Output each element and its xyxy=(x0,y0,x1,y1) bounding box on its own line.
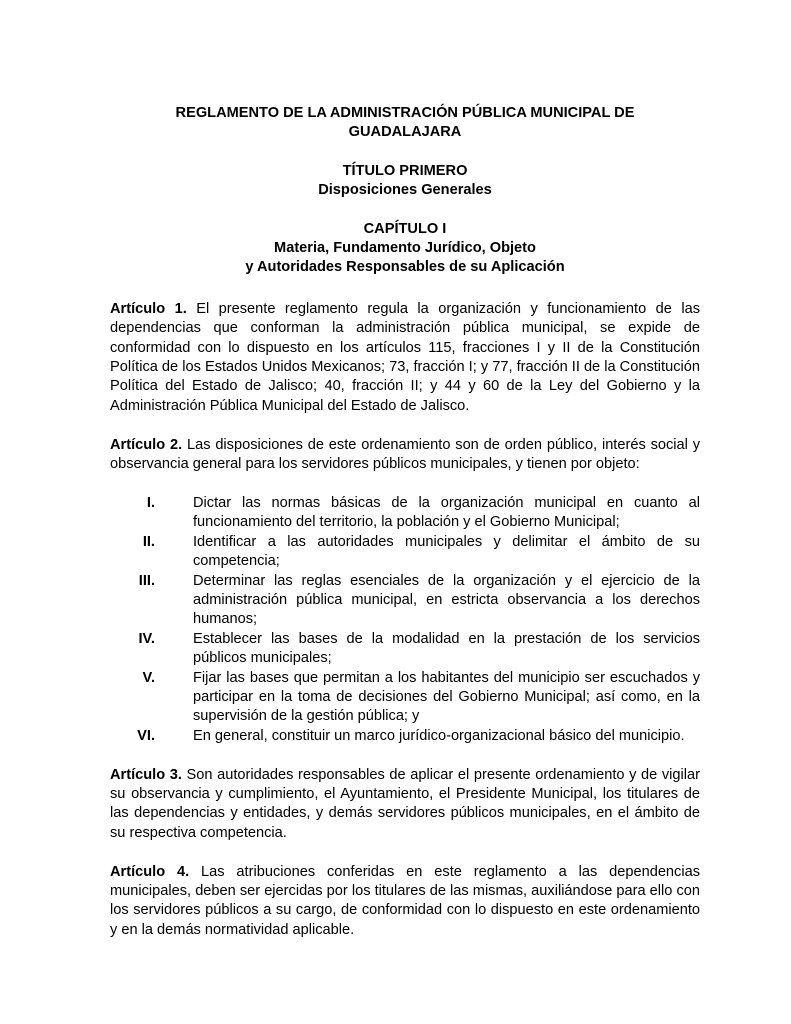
article-1-paragraph xyxy=(110,300,700,416)
article-2-text: Las disposiciones de este ordenamiento son de orden público, interés social y observancia general para los servidores públicos municipales, y tienen por objeto: xyxy=(110,436,701,473)
document-body xyxy=(110,104,700,940)
fraction-numeral: II. xyxy=(142,533,155,550)
fraction-text: Establecer las bases de la modalidad en la prestación de los servicios públicos municipales; xyxy=(193,630,700,667)
list-item xyxy=(110,494,700,533)
fraction-numeral: VI. xyxy=(137,727,155,744)
article-4-label: Artículo 4. xyxy=(110,863,190,880)
article-3-paragraph xyxy=(110,766,700,844)
spacer-article-3-4 xyxy=(110,843,700,862)
article-3-text: Son autoridades responsables de aplicar el presente ordenamiento y de vigilar su observancia y cumplimiento, el Ayuntamiento, el Presidente Municipal, los titulares de las dependencias y entidades, y demás servidores públicos municipales, en el ámbito de su respectiva competencia. xyxy=(110,766,700,841)
chapter-name: CAPÍTULO I xyxy=(363,220,447,237)
article-2-paragraph xyxy=(110,436,700,475)
list-item xyxy=(110,630,700,669)
list-item xyxy=(110,533,700,572)
article-4-text: Las atribuciones conferidas en este reglamento a las dependencias municipales, deben ser ejercidas por los titulares de las mismas, auxiliándose para ello con los servidores públicos a su cargo, de conformidad con lo dispuesto en este ordenamiento y en la demás normatividad aplicable. xyxy=(110,863,700,938)
chapter-subtitle-line-1: Materia, Fundamento Jurídico, Objeto xyxy=(274,240,536,257)
spacer-article-1-2 xyxy=(110,416,700,435)
article-3-label: Artículo 3. xyxy=(110,766,182,783)
article-1-label: Artículo 1. xyxy=(110,300,187,317)
title-section-heading xyxy=(110,162,700,201)
fraction-text: En general, constituir un marco jurídico-organizacional básico del municipio. xyxy=(193,727,685,744)
fraction-text: Identificar a las autoridades municipales y delimitar el ámbito de su competencia; xyxy=(193,533,700,570)
document-title-line-1: REGLAMENTO DE LA ADMINISTRACIÓN PÚBLICA MUNICIPAL DE xyxy=(175,105,635,121)
document-title-line-2: GUADALAJARA xyxy=(348,124,462,141)
spacer-after-title xyxy=(110,143,700,162)
list-item xyxy=(110,572,700,630)
chapter-heading xyxy=(110,220,700,278)
fraction-numeral: V. xyxy=(142,669,155,686)
title-section-name: TÍTULO PRIMERO xyxy=(342,162,468,179)
fraction-numeral: IV. xyxy=(138,630,155,647)
fraction-text: Dictar las normas básicas de la organización municipal en cuanto al funcionamiento del territorio, la población y el Gobierno Municipal; xyxy=(193,494,700,531)
spacer-before-article-3 xyxy=(110,746,700,765)
title-section-subtitle: Disposiciones Generales xyxy=(318,182,492,199)
article-2-fraction-list xyxy=(110,494,700,746)
list-item xyxy=(110,727,700,746)
article-2-label: Artículo 2. xyxy=(110,436,183,453)
spacer-before-articles xyxy=(110,278,700,300)
document-title xyxy=(110,104,700,143)
fraction-text: Fijar las bases que permitan a los habitantes del municipio ser escuchados y participar en la toma de decisiones del Gobierno Municipal; así como, en la supervisión de la gestión pública; y xyxy=(193,669,700,725)
article-4-paragraph xyxy=(110,863,700,941)
spacer-after-title-section xyxy=(110,201,700,220)
article-1-text: El presente reglamento regula la organización y funcionamiento de las dependencias que conforman la administración pública municipal, se expide de conformidad con lo dispuesto en los artículos 115, fracciones I y II de la Constitución Política de los Estados Unidos Mexicanos; 73, fracción I; y 77, fracción II de la Constitución Política del Estado de Jalisco; 40, fracción II; y 44 y 60 de la Ley del Gobierno y la Administración Pública Municipal del Estado de Jalisco. xyxy=(110,300,700,414)
list-item xyxy=(110,669,700,727)
spacer-before-fraction-list xyxy=(110,474,700,493)
chapter-subtitle-line-2: y Autoridades Responsables de su Aplicación xyxy=(245,259,565,276)
fraction-text: Determinar las reglas esenciales de la organización y el ejercicio de la administración pública municipal, en estricta observancia a los derechos humanos; xyxy=(193,572,700,628)
fraction-numeral: III. xyxy=(138,572,155,589)
fraction-numeral: I. xyxy=(146,494,155,511)
